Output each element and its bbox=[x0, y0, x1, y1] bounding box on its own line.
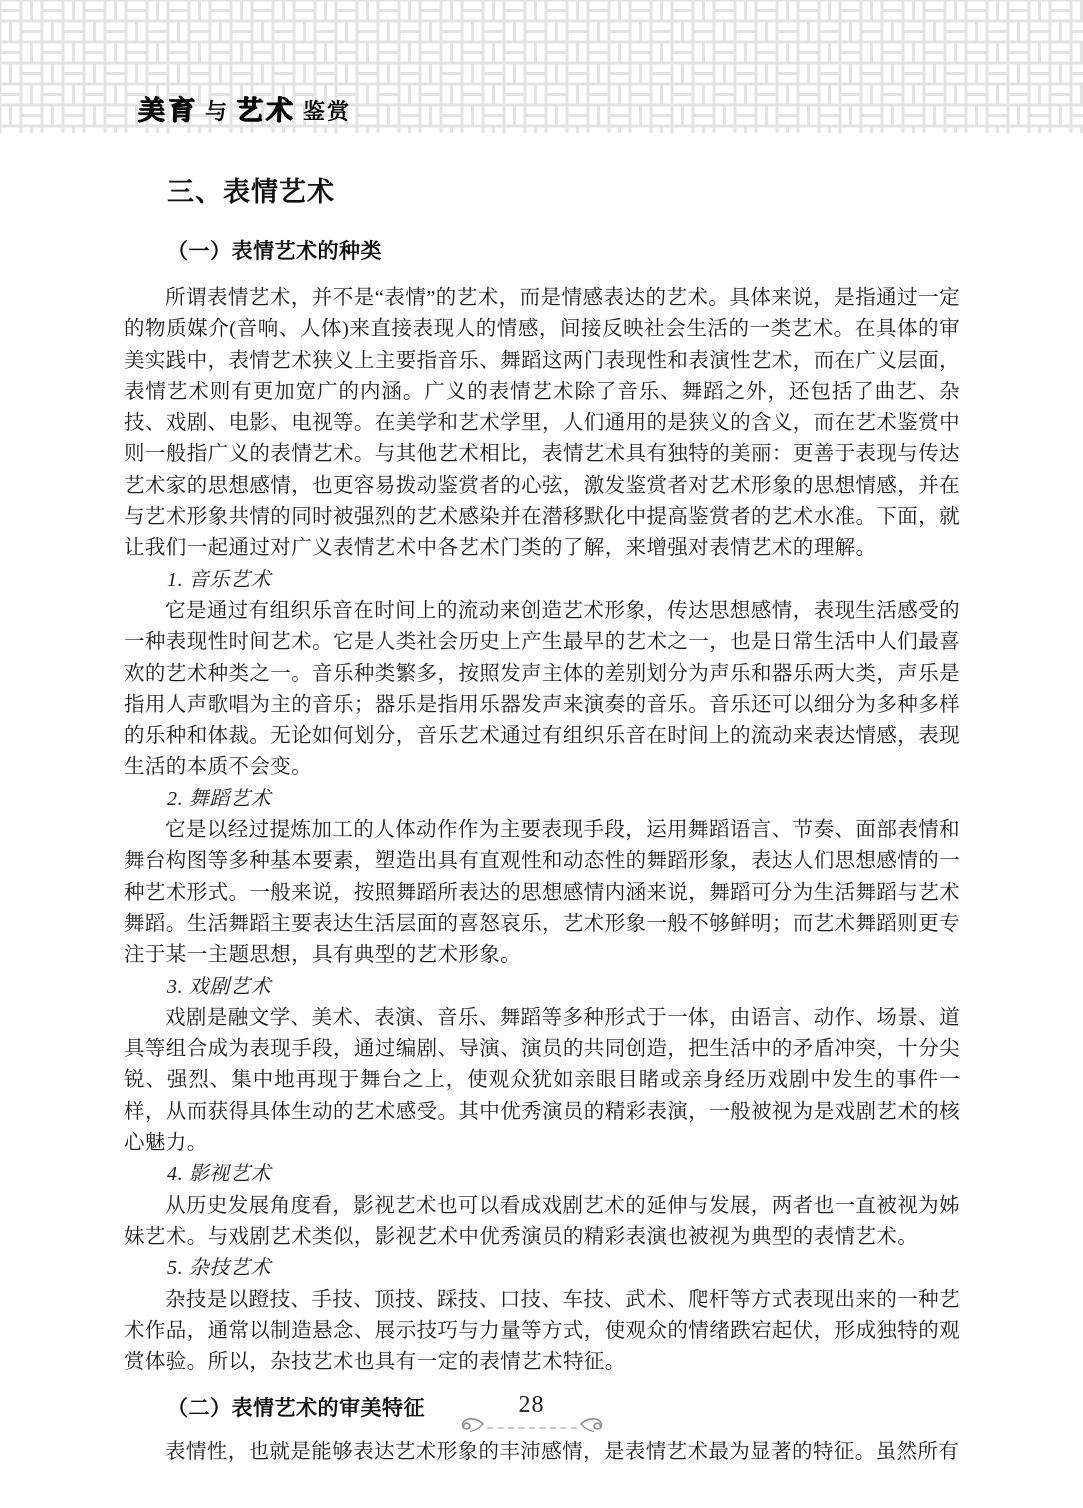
page-number-block bbox=[457, 1392, 607, 1438]
acrobatics-item-heading: 5. 杂技艺术 bbox=[167, 1257, 272, 1280]
chapter-title: 三、表情艺术 bbox=[167, 177, 335, 207]
page-number: 28 bbox=[518, 1392, 545, 1418]
footer-dashed-rule bbox=[487, 1427, 577, 1429]
film-item-heading: 4. 影视艺术 bbox=[167, 1163, 272, 1186]
music-paragraph: 它是通过有组织乐音在时间上的流动来创造艺术形象，传达思想感情，表现生活感受的一种表现性时间艺术。它是人类社会历史上产生最早的艺术之一，也是日常生活中人们最喜欢的艺术种类之一。音乐种类繁多，按照发声主体的差别划分为声乐和器乐两大类，声乐是指用人声歌唱为主的音乐；器乐是指用乐器发声来演奏的音乐。音乐还可以细分为多种多样的乐种和体裁。无论如何划分，音乐艺术通过有组织乐音在时间上的流动来表达情感，表现生活的本质不会变。 bbox=[124, 599, 960, 779]
book-title-art-part2: 艺术 bbox=[235, 95, 297, 125]
section1-title: （一）表情艺术的种类 bbox=[167, 240, 382, 263]
section2-title: （二）表情艺术的审美特征 bbox=[167, 1397, 425, 1421]
page-footer bbox=[0, 1392, 1083, 1438]
book-title-connector: 与 bbox=[205, 99, 230, 124]
music-item-heading: 1. 音乐艺术 bbox=[167, 568, 272, 591]
book-title-plain-part: 鉴赏 bbox=[303, 99, 352, 124]
dance-item-heading: 2. 舞蹈艺术 bbox=[167, 787, 272, 810]
book-title-art-part1: 美育 bbox=[137, 95, 199, 125]
right-flourish-icon bbox=[580, 1417, 607, 1434]
section2-first-paragraph: 表情性，也就是能够表达艺术形象的丰沛感情，是表情艺术最为显著的特征。虽然所有 bbox=[165, 1441, 960, 1464]
drama-paragraph: 戏剧是融文学、美术、表演、音乐、舞蹈等多种形式于一体，由语言、动作、场景、道具等组合成为表现手段，通过编剧、导演、演员的共同创造，把生活中的矛盾冲突，十分尖锐、强烈、集中地再现于舞台之上，使观众犹如亲眼目睹或亲身经历戏剧中发生的事件一样，从而获得具体生动的艺术感受。其中优秀演员的精彩表演，一般被视为是戏剧艺术的核心魅力。 bbox=[124, 1006, 960, 1155]
acrobatics-paragraph: 杂技是以蹬技、手技、顶技、踩技、口技、车技、武术、爬杆等方式表现出来的一种艺术作品，通常以制造悬念、展示技巧与力量等方式，使观众的情绪跌宕起伏，形成独特的观赏体验。所以，杂技艺术也具有一定的表情艺术特征。 bbox=[124, 1288, 960, 1374]
drama-item-heading: 3. 戏剧艺术 bbox=[167, 975, 272, 998]
section1-intro-paragraph: 所谓表情艺术，并不是“表情”的艺术，而是情感表达的艺术。具体来说，是指通过一定的物质媒介(音响、人体)来直接表现人的情感，间接反映社会生活的一类艺术。在具体的审美实践中，表情艺术狭义上主要指音乐、舞蹈这两门表现性和表演性艺术，而在广义层面，表情艺术则有更加宽广的内涵。广义的表情艺术除了音乐、舞蹈之外，还包括了曲艺、杂技、戏剧、电影、电视等。在美学和艺术学里，人们通用的是狭义的含义，而在艺术鉴赏中则一般指广义的表情艺术。与其他艺术相比，表情艺术具有独特的美丽：更善于表现与传达艺术家的思想感情，也更容易拨动鉴赏者的心弦，激发鉴赏者对艺术形象的思想情感，并在与艺术形象共情的同时被强烈的艺术感染并在潜移默化中提高鉴赏者的艺术水准。下面，就让我们一起通过对广义表情艺术中各艺术门类的了解，来增强对表情艺术的理解。 bbox=[124, 287, 960, 560]
book-title bbox=[138, 88, 351, 127]
dance-paragraph: 它是以经过提炼加工的人体动作作为主要表现手段，运用舞蹈语言、节奏、面部表情和舞台构图等多种基本要素，塑造出具有直观性和动态性的舞蹈形象，表达人们思想感情的一种艺术形式。一般来说，按照舞蹈所表达的思想感情内涵来说，舞蹈可分为生活舞蹈与艺术舞蹈。生活舞蹈主要表达生活层面的喜怒哀乐，艺术形象一般不够鲜明；而艺术舞蹈则更专注于某一主题思想，具有典型的艺术形象。 bbox=[124, 819, 960, 967]
left-flourish-icon bbox=[457, 1417, 484, 1434]
text-column bbox=[124, 170, 960, 1469]
film-paragraph: 从历史发展角度看，影视艺术也可以看成戏剧艺术的延伸与发展，两者也一直被视为姊妹艺术。与戏剧艺术类似，影视艺术中优秀演员的精彩表演也被视为典型的表情艺术。 bbox=[124, 1194, 960, 1248]
